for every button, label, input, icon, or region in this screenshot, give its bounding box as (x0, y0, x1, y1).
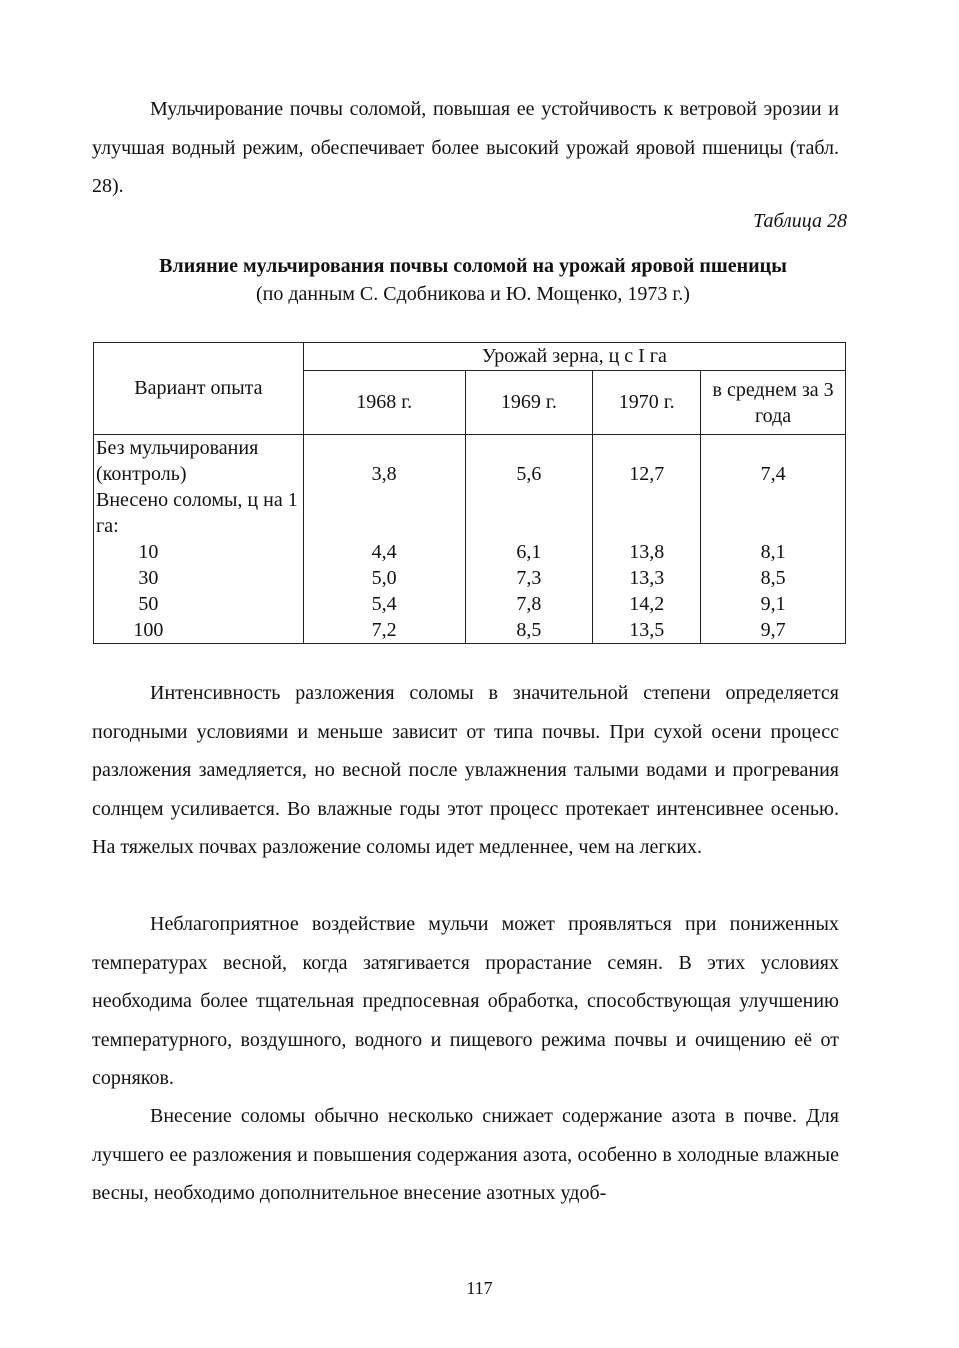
cell-value: 13,8 (593, 539, 701, 565)
row-rate: 30 (94, 565, 304, 591)
page-number: 117 (466, 1278, 493, 1298)
table-number: Таблица 28 (753, 210, 847, 232)
cell-value: 4,4 (303, 539, 465, 565)
header-year-1969: 1969 г. (465, 371, 593, 435)
yield-table (93, 342, 846, 644)
table-row-control (94, 435, 846, 488)
cell-value: 8,5 (465, 617, 593, 644)
cell-value: 7,8 (465, 591, 593, 617)
header-yield-group: Урожай зерна, ц с I га (303, 343, 845, 371)
table-title: Влияние мульчирования почвы соломой на урожай яровой пшеницы (159, 255, 787, 277)
cell-value: 5,0 (303, 565, 465, 591)
table-source: (по данным С. Сдобникова и Ю. Мощенко, 1973 г.) (256, 283, 690, 305)
row-label-control: Без мульчирования (контроль) (94, 435, 304, 488)
cell-value: 8,1 (701, 539, 846, 565)
cell-value: 7,2 (303, 617, 465, 644)
paragraph-mulching-intro: Мульчирование почвы соломой, повышая ее устойчивость к ветровой эрозии и улучшая водный режим, обеспечивает более высокий урожай яровой пшеницы (табл. 28). (92, 98, 839, 197)
cell-value: 7,3 (465, 565, 593, 591)
cell-value: 6,1 (465, 539, 593, 565)
cell-value: 13,3 (593, 565, 701, 591)
row-rate: 100 (94, 617, 304, 644)
table-row-straw-label (94, 487, 846, 539)
table-caption (92, 252, 854, 308)
paragraph-nitrogen: Внесение соломы обычно несколько снижает содержание азота в почве. Для лучшего ее разложения и повышения содержания азота, особенно в холодные влажные весны, необходимо дополнительное внесение азотных удоб- (92, 1105, 839, 1204)
cell-control-average: 7,4 (701, 435, 846, 488)
row-rate: 10 (94, 539, 304, 565)
header-variant: Вариант опыта (94, 343, 304, 435)
table-row (94, 617, 846, 644)
cell-value: 9,1 (701, 591, 846, 617)
cell-value: 8,5 (701, 565, 846, 591)
cell-value: 5,4 (303, 591, 465, 617)
paragraph-adverse-effects: Неблагоприятное воздействие мульчи может проявляться при пониженных температурах весной, когда затягивается прорастание семян. В этих условиях необходима более тщательная предпосевная обработка, способствующая улучшению температурного, воздушного, водного и пищевого режима почвы и очищению её от сорняков. (92, 913, 839, 1089)
header-year-1970: 1970 г. (593, 371, 701, 435)
cell-value: 14,2 (593, 591, 701, 617)
row-label-straw: Внесено соломы, ц на 1 га: (94, 487, 304, 539)
cell-value: 9,7 (701, 617, 846, 644)
cell-value: 13,5 (593, 617, 701, 644)
cell-control-1969: 5,6 (465, 435, 593, 488)
cell-control-1968: 3,8 (303, 435, 465, 488)
table-row (94, 565, 846, 591)
table-row (94, 539, 846, 565)
paragraph-decomposition: Интенсивность разложения соломы в значительной степени определяется погодными условиями и меньше зависит от типа почвы. При сухой осени процесс разложения замедляется, но весной после увлажнения талыми водами и прогревания солнцем усиливается. Во влажные годы этот процесс протекает интенсивнее осенью. На тяжелых почвах разложение соломы идет медленнее, чем на легких. (92, 682, 839, 858)
cell-control-1970: 12,7 (593, 435, 701, 488)
table-row (94, 591, 846, 617)
row-rate: 50 (94, 591, 304, 617)
header-year-1968: 1968 г. (303, 371, 465, 435)
header-average: в среднем за 3 года (701, 371, 846, 435)
